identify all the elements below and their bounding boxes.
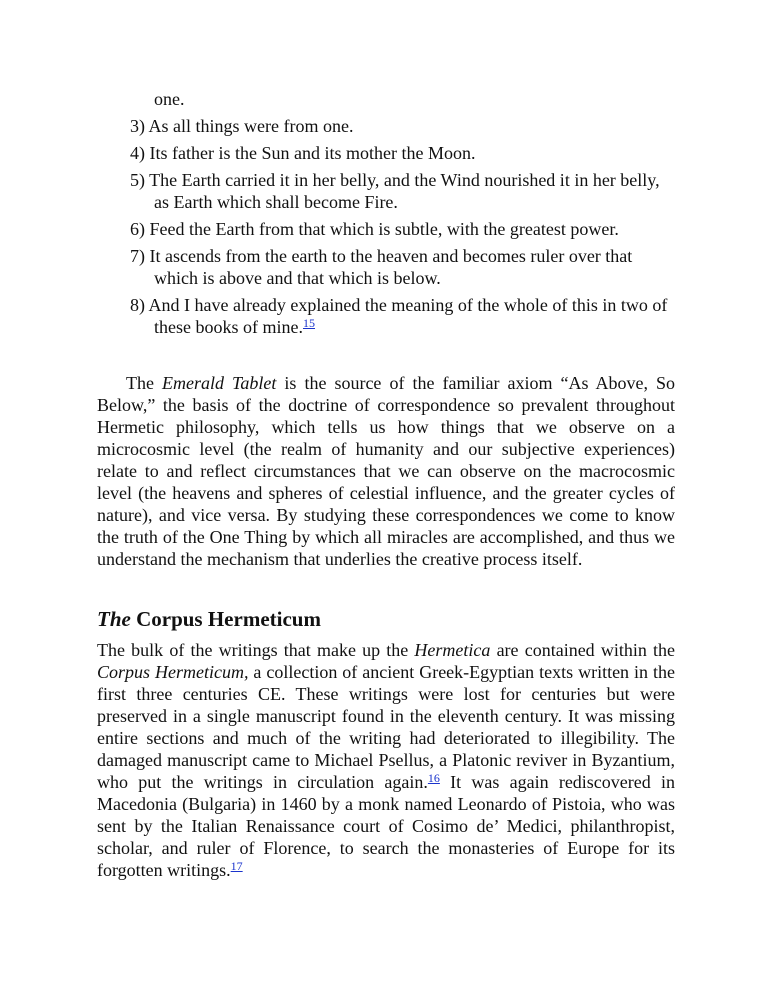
- heading-text: Corpus Hermeticum: [130, 607, 321, 631]
- book-title-corpus-hermeticum: Corpus Hermeticum,: [97, 662, 249, 682]
- list-item: [97, 218, 675, 240]
- paragraph-text: It was again rediscovered in Macedonia (Bulgaria) in 1460 by a monk named Leonardo of Pistoia, who was sent by the Italian Renaissance court of Cosimo de’ Medici, philanthropist, scholar, and ruler of Florence, to search the monasteries of Europe for its forgotten writings.: [97, 772, 676, 880]
- footnote-link-17[interactable]: 17: [230, 859, 243, 873]
- list-item-text: 8) And I have already explained the meaning of the whole of this in two of these books of mine.: [130, 295, 668, 337]
- paragraph-text: a collection of ancient Greek-Egyptian texts written in the first three centuries CE. These writings were lost for centuries but were preserved in a single manuscript found in the eleventh century. It was missing entire sections and much of the writing had deteriorated to illegibility. The damaged manuscript came to Michael Psellus, a Platonic reviver in Byzantium, who put the writings in circulation again.: [97, 662, 675, 792]
- list-item-text: 4) Its father is the Sun and its mother the Moon.: [130, 143, 476, 163]
- list-item: [97, 88, 675, 110]
- paragraph-corpus-hermeticum: [97, 639, 675, 881]
- paragraph-emerald-tablet: [97, 372, 675, 570]
- footnote-link-16[interactable]: 16: [427, 771, 440, 785]
- list-item: [97, 115, 675, 137]
- paragraph-text: The bulk of the writings that make up the: [97, 640, 415, 660]
- list-item-text: 5) The Earth carried it in her belly, and the Wind nourished it in her belly, as Earth which shall become Fire.: [130, 170, 660, 212]
- book-title-hermetica: Hermetica: [414, 640, 491, 660]
- heading-italic: The: [97, 607, 131, 631]
- page: [97, 88, 675, 881]
- list-item: [97, 142, 675, 164]
- list-item-text: one.: [154, 89, 185, 109]
- list-item: [97, 169, 675, 213]
- list-item: [97, 294, 675, 338]
- paragraph-text: The: [126, 373, 163, 393]
- book-title-emerald-tablet: Emerald Tablet: [162, 373, 277, 393]
- paragraph-text: are contained within the: [490, 640, 675, 660]
- list-item: [97, 245, 675, 289]
- footnote-link-15[interactable]: 15: [302, 316, 315, 330]
- section-heading: [97, 606, 675, 632]
- list-item-text: 7) It ascends from the earth to the heaven and becomes ruler over that which is above and that which is below.: [130, 246, 633, 288]
- emerald-tablet-list: [97, 88, 675, 338]
- list-item-text: 3) As all things were from one.: [130, 116, 354, 136]
- list-item-text: 6) Feed the Earth from that which is subtle, with the greatest power.: [130, 219, 619, 239]
- paragraph-text: is the source of the familiar axiom “As Above, So Below,” the basis of the doctrine of correspondence so prevalent throughout Hermetic philosophy, which tells us how things that we observe on a microcosmic level (the realm of humanity and our subjective experiences) relate to and reflect circumstances that we can observe on the macrocosmic level (the heavens and spheres of celestial influence, and the greater cycles of nature), and vice versa. By studying these correspondences we come to know the truth of the One Thing by which all miracles are accomplished, and thus we understand the mechanism that underlies the creative process itself.: [97, 373, 676, 569]
